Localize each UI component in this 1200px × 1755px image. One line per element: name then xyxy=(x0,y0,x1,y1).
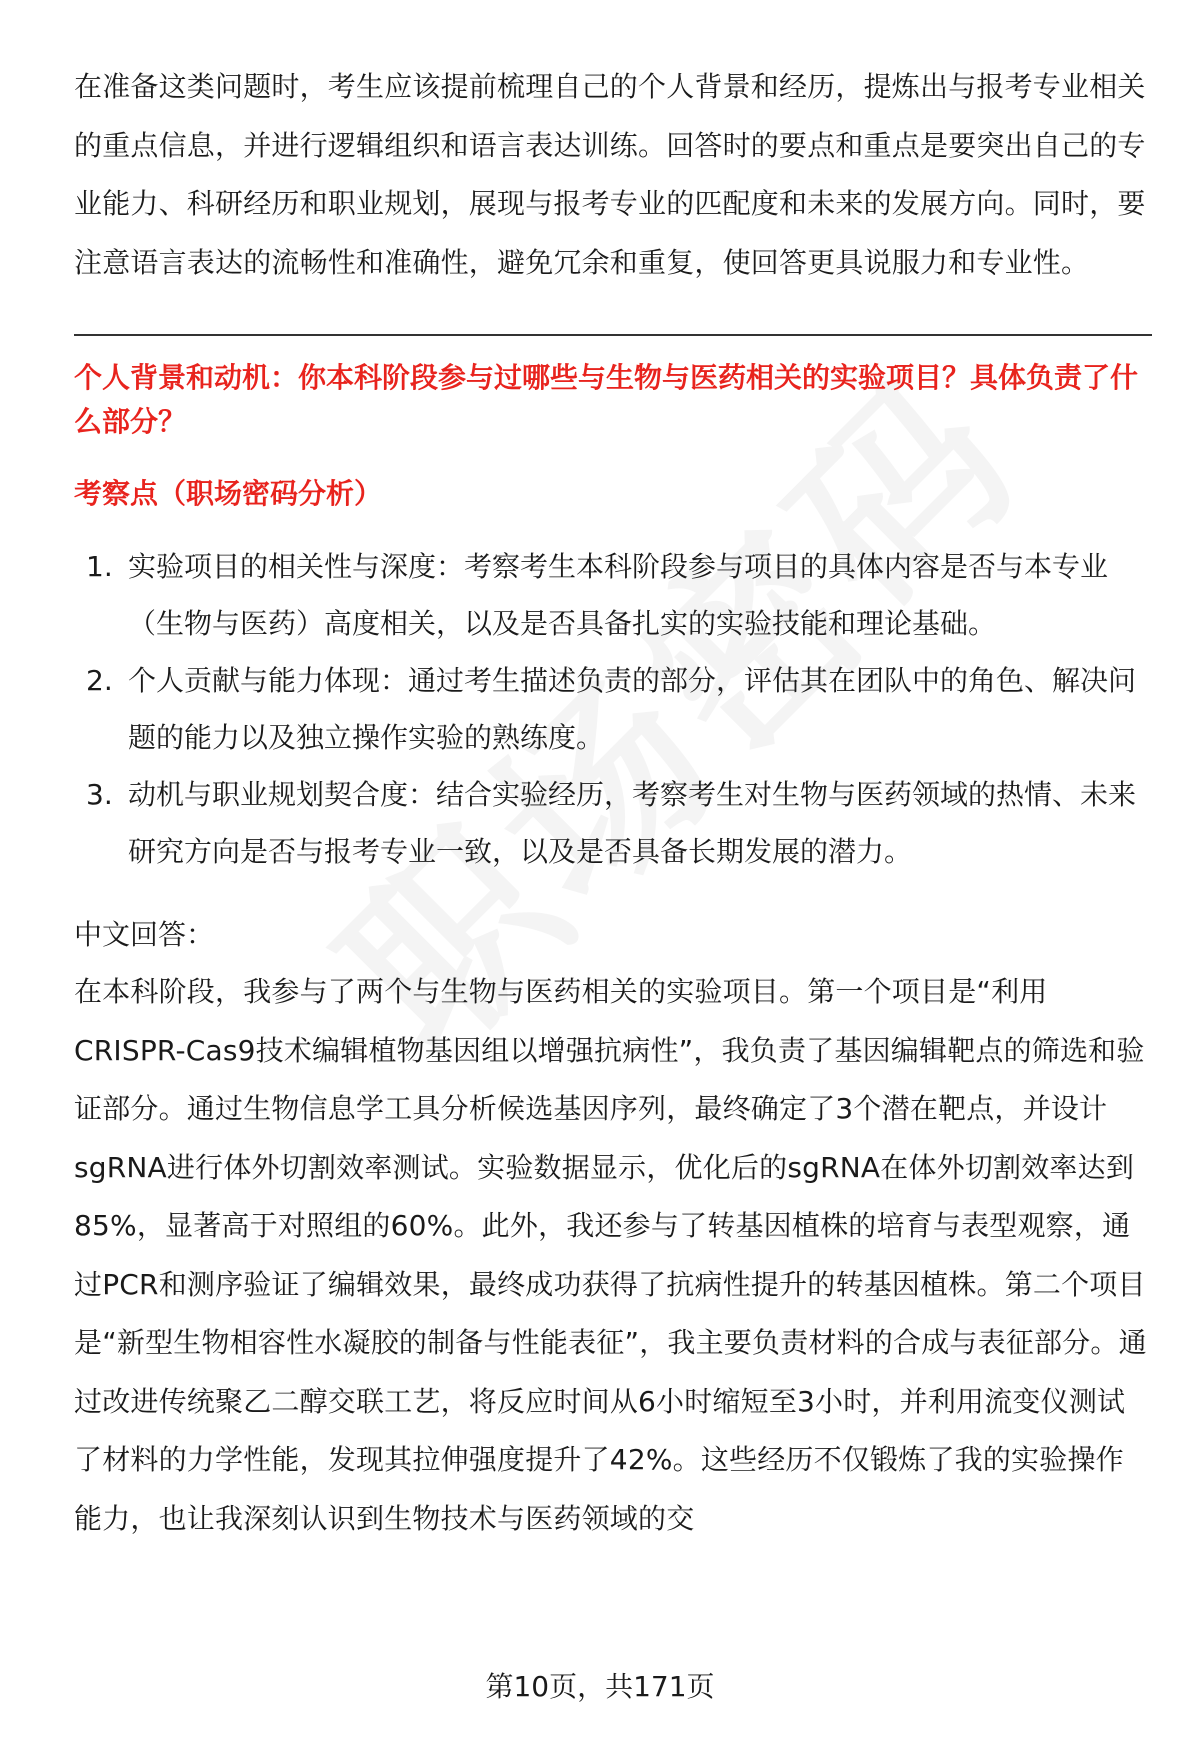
answer-paragraph: 在本科阶段，我参与了两个与生物与医药相关的实验项目。第一个项目是“利用CRISPR-Cas9技术编辑植物基因组以增强抗病性”，我负责了基因编辑靶点的筛选和验证部分。通过生物信息学工具分析候选基因序列，最终确定了3个潜在靶点，并设计sgRNA进行体外切割效率测试。实验数据显示，优化后的sgRNA在体外切割效率达到85%，显著高于对照组的60%。此外，我还参与了转基因植株的培育与表型观察，通过PCR和测序验证了编辑效果，最终成功获得了抗病性提升的转基因植株。第二个项目是“新型生物相容性水凝胶的制备与性能表征”，我主要负责材料的合成与表征部分。通过改进传统聚乙二醇交联工艺，将反应时间从6小时缩短至3小时，并利用流变仪测试了材料的力学性能，发现其拉伸强度提升了42%。这些经历不仅锻炼了我的实验操作能力，也让我深刻认识到生物技术与医药领域的交 xyxy=(74,975,1147,1535)
question-heading: 个人背景和动机：你本科阶段参与过哪些与生物与医药相关的实验项目？具体负责了什么部分？ xyxy=(74,361,1139,438)
document-body xyxy=(74,58,1152,1548)
list-item-text: 个人贡献与能力体现：通过考生描述负责的部分，评估其在团队中的角色、解决问题的能力以及独立操作实验的熟练度。 xyxy=(128,664,1137,754)
page-footer: 第10页，共171页 xyxy=(485,1670,715,1703)
list-item xyxy=(74,652,1152,766)
list-item-text: 动机与职业规划契合度：结合实验经历，考察考生对生物与医药领域的热情、未来研究方向是否与报考专业一致，以及是否具备长期发展的潜力。 xyxy=(128,778,1137,868)
list-item xyxy=(74,766,1152,880)
list-item-number: 1. xyxy=(86,550,113,583)
list-item-number: 2. xyxy=(86,664,113,697)
points-list xyxy=(74,538,1152,880)
list-item xyxy=(74,538,1152,652)
section-divider xyxy=(74,334,1152,336)
answer-label: 中文回答： xyxy=(74,918,215,951)
points-title: 考察点（职场密码分析） xyxy=(74,477,383,510)
intro-paragraph: 在准备这类问题时，考生应该提前梳理自己的个人背景和经历，提炼出与报考专业相关的重点信息，并进行逻辑组织和语言表达训练。回答时的要点和重点是要突出自己的专业能力、科研经历和职业规划，展现与报考专业的匹配度和未来的发展方向。同时，要注意语言表达的流畅性和准确性，避免冗余和重复，使回答更具说服力和专业性。 xyxy=(74,70,1146,279)
list-item-number: 3. xyxy=(86,778,113,811)
list-item-text: 实验项目的相关性与深度：考察考生本科阶段参与项目的具体内容是否与本专业（生物与医药）高度相关，以及是否具备扎实的实验技能和理论基础。 xyxy=(128,550,1109,640)
